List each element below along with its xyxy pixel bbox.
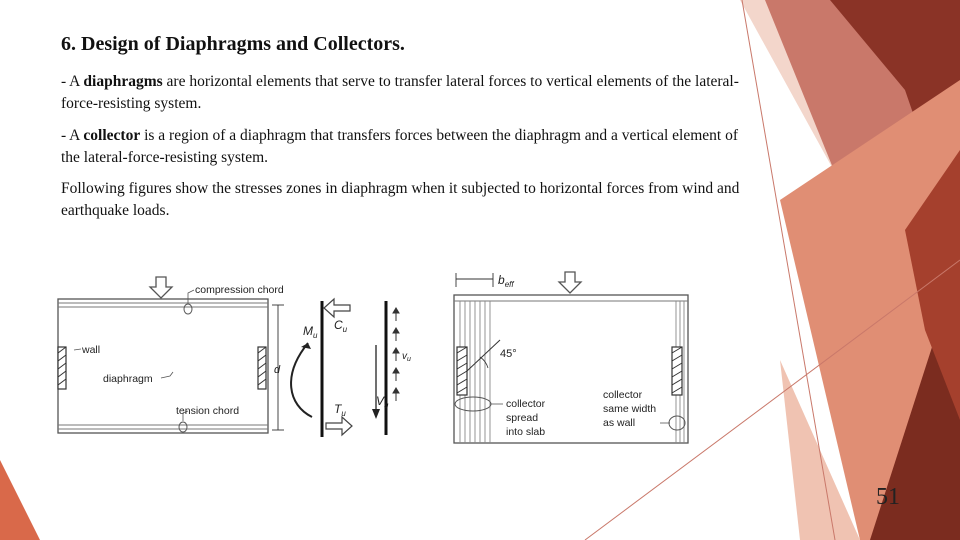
p1-term: diaphragms: [83, 73, 163, 90]
label-vu-small-sub: u: [407, 356, 411, 363]
label-collector-left-3: into slab: [506, 426, 546, 438]
label-collector-right-3: as wall: [603, 417, 636, 429]
label-mu: M: [303, 324, 313, 338]
label-diaphragm: diaphragm: [103, 373, 153, 385]
p2-term: collector: [83, 127, 141, 144]
slide-title: 6. Design of Diaphragms and Collectors.: [61, 33, 405, 55]
wall-left-icon-right: [457, 347, 467, 395]
p1-rest: are horizontal elements that serve to transfer lateral forces to vertical elements of the lateral-force-resisting system.: [61, 73, 739, 112]
label-collector-right-1: collector: [603, 389, 643, 401]
label-mu-sub: u: [313, 331, 318, 340]
label-cu-sub: u: [342, 325, 348, 334]
wall-right-icon: [258, 347, 266, 389]
label-vu: V: [376, 394, 385, 408]
label-vu-sub: u: [384, 401, 389, 410]
label-cu: C: [334, 318, 343, 332]
p1-lead: - A: [61, 73, 84, 90]
label-collector-left-1: collector: [506, 398, 546, 410]
paragraph-diaphragm-definition: [61, 71, 741, 115]
p2-lead: - A: [61, 127, 84, 144]
figure-collector: [448, 265, 698, 450]
figure-diaphragm-chords: [50, 265, 430, 450]
wall-right-icon-right: [672, 347, 682, 395]
label-45-degrees: 45°: [500, 348, 517, 360]
label-beff: b: [498, 273, 505, 287]
label-tu: T: [334, 402, 342, 416]
wall-left-icon: [58, 347, 66, 389]
paragraph-collector-definition: [61, 125, 741, 169]
label-d: d: [274, 364, 281, 376]
label-tu-sub: u: [341, 409, 346, 418]
label-tension-chord: tension chord: [176, 405, 240, 417]
paragraph-figures-intro: Following figures show the stresses zones in diaphragm when it subjected to horizontal forces from wind and earthquake loads.: [61, 180, 740, 219]
label-vu-small: v: [402, 351, 407, 362]
label-collector-left-2: spread: [506, 412, 539, 424]
label-wall: wall: [82, 344, 101, 356]
label-collector-right-2: same width: [603, 403, 657, 415]
label-beff-sub: eff: [504, 280, 514, 289]
deco-left-corner: [0, 460, 40, 540]
label-compression-chord: compression chord: [195, 284, 284, 296]
page-number: 51: [876, 484, 900, 510]
p2-rest: is a region of a diaphragm that transfers forces between the diaphragm and a vertical element of the lateral-force-resisting system.: [61, 127, 738, 166]
